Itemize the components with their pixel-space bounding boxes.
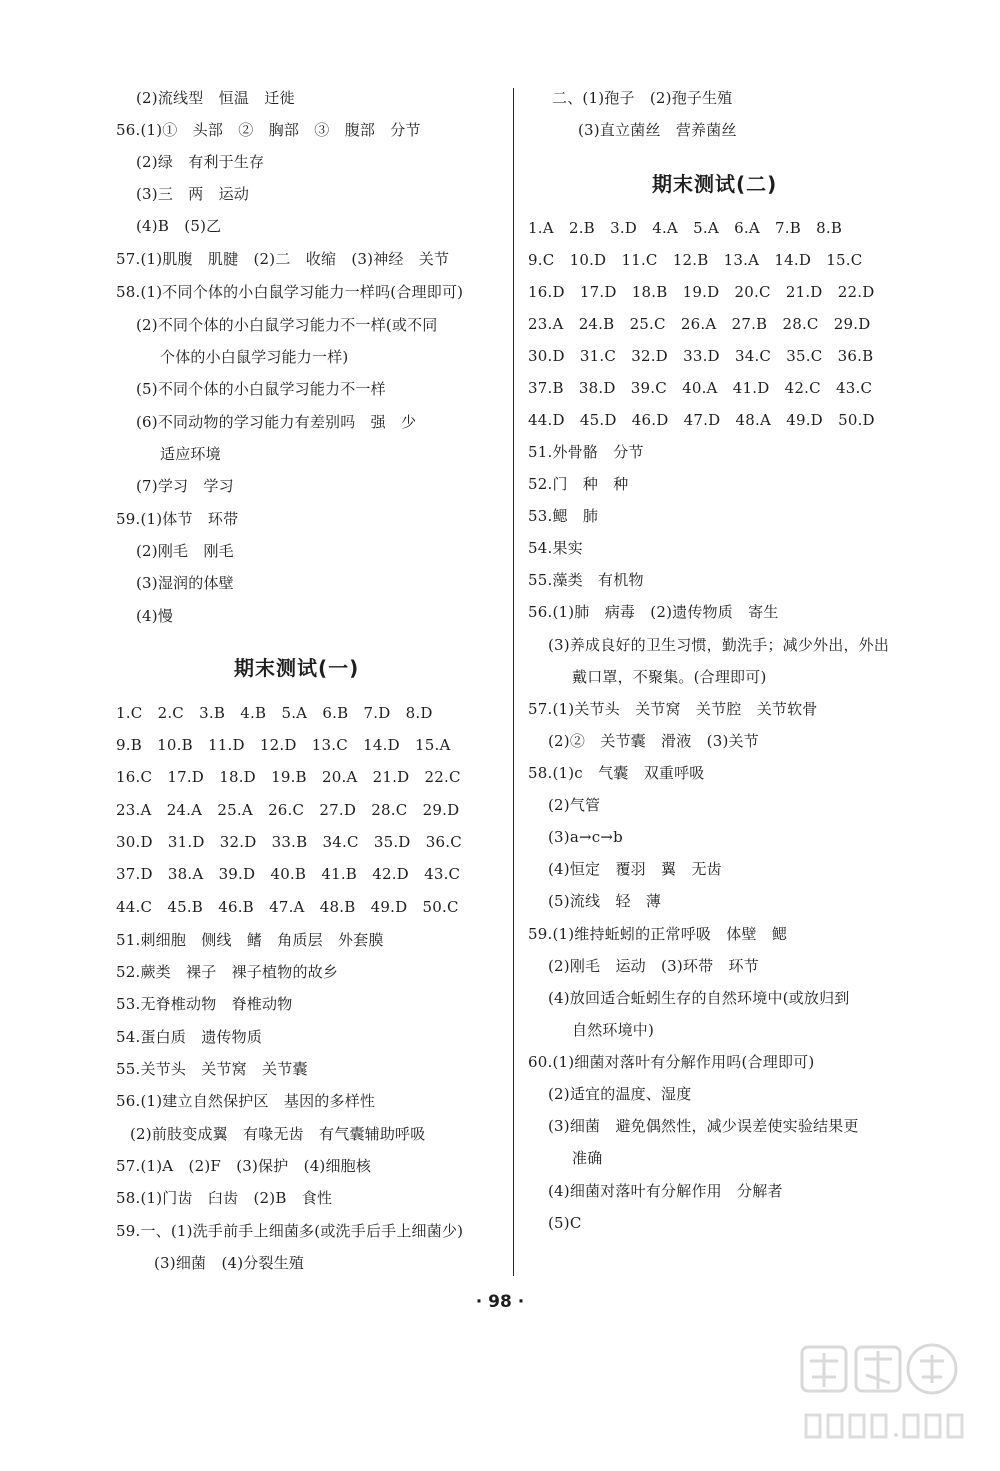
answer-line: 57.(1)A (2)F (3)保护 (4)细胞核 [116, 1157, 372, 1175]
answer-line: (2)刚毛 运动 (3)环带 环节 [548, 957, 759, 975]
answer-line: (2)不同个体的小白鼠学习能力不一样(或不同 [136, 316, 438, 334]
answer-line: 准确 [572, 1149, 603, 1167]
page-number: · 98 · [475, 1292, 525, 1312]
answer-line: (3)三 两 运动 [136, 185, 250, 203]
answer-line: 1.C 2.C 3.B 4.B 5.A 6.B 7.D 8.D [116, 704, 433, 722]
answer-line: 9.C 10.D 11.C 12.B 13.A 14.D 15.C [528, 251, 863, 269]
answer-line: 51.外骨骼 分节 [528, 443, 644, 461]
answer-line: (3)直立菌丝 营养菌丝 [578, 121, 737, 139]
answer-line: (2)② 关节囊 滑液 (3)关节 [548, 732, 759, 750]
answer-line: (4)慢 [136, 607, 174, 625]
answer-line: (2)流线型 恒温 迁徙 [136, 89, 295, 107]
answer-line: 55.关节头 关节窝 关节囊 [116, 1060, 308, 1078]
answer-line: 44.C 45.B 46.B 47.A 48.B 49.D 50.C [116, 898, 459, 916]
answer-line: 57.(1)肌腹 肌腱 (2)二 收缩 (3)神经 关节 [116, 250, 450, 268]
section-heading-final-test-1: 期末测试(一) [234, 656, 360, 680]
answer-line: (3)细菌 (4)分裂生殖 [154, 1254, 305, 1272]
answer-line: 戴口罩，不聚集。(合理即可) [572, 668, 767, 686]
answer-line: (3)养成良好的卫生习惯，勤洗手；减少外出，外出 [548, 636, 890, 654]
answer-line: (6)不同动物的学习能力有差别吗 强 少 [136, 413, 417, 431]
answer-line: (3)a→c→b [548, 828, 623, 846]
answer-line: (2)绿 有利于生存 [136, 153, 265, 171]
watermark-logo [792, 1337, 972, 1457]
answer-line: (4)放回适合蚯蚓生存的自然环境中(或放归到 [548, 989, 850, 1007]
answer-line: (7)学习 学习 [136, 477, 234, 495]
answer-line: 56.(1)建立自然保护区 基因的多样性 [116, 1092, 376, 1110]
answer-line: 58.(1)门齿 臼齿 (2)B 食性 [116, 1189, 333, 1207]
answer-line: (4)B (5)乙 [136, 217, 222, 235]
answer-line: (2)刚毛 刚毛 [136, 542, 234, 560]
answer-line: 51.刺细胞 侧线 鳍 角质层 外套膜 [116, 931, 384, 949]
answer-line: 16.D 17.D 18.B 19.D 20.C 21.D 22.D [528, 283, 875, 301]
answer-line: (4)恒定 覆羽 翼 无齿 [548, 860, 722, 878]
answer-line: 60.(1)细菌对落叶有分解作用吗(合理即可) [528, 1053, 815, 1071]
answer-line: 9.B 10.B 11.D 12.D 13.C 14.D 15.A [116, 736, 451, 754]
answer-line: 37.D 38.A 39.D 40.B 41.B 42.D 43.C [116, 865, 461, 883]
answer-line: 23.A 24.B 25.C 26.A 27.B 28.C 29.D [528, 315, 871, 333]
column-divider [513, 88, 514, 1276]
answer-line: 56.(1)肺 病毒 (2)遗传物质 寄生 [528, 603, 779, 621]
section-heading-final-test-2: 期末测试(二) [652, 172, 778, 196]
answer-line: (5)C [548, 1214, 582, 1232]
answer-line: 37.B 38.D 39.C 40.A 41.D 42.C 43.C [528, 379, 873, 397]
answer-line: 59.(1)体节 环带 [116, 510, 239, 528]
answer-line: 59.(1)维持蚯蚓的正常呼吸 体壁 鳃 [528, 925, 788, 943]
answer-line: 58.(1)不同个体的小白鼠学习能力一样吗(合理即可) [116, 283, 464, 301]
answer-line: 44.D 45.D 46.D 47.D 48.A 49.D 50.D [528, 411, 875, 429]
answer-line: 56.(1)① 头部 ② 胸部 ③ 腹部 分节 [116, 121, 421, 139]
answer-line: 二、(1)孢子 (2)孢子生殖 [552, 89, 733, 107]
answer-line: (4)细菌对落叶有分解作用 分解者 [548, 1182, 783, 1200]
answer-line: 30.D 31.D 32.D 33.B 34.C 35.D 36.C [116, 833, 462, 851]
answer-line: 53.无脊椎动物 脊椎动物 [116, 995, 293, 1013]
answer-line: 58.(1)c 气囊 双重呼吸 [528, 764, 705, 782]
answer-line: 57.(1)关节头 关节窝 关节腔 关节软骨 [528, 700, 818, 718]
answer-line: 52.蕨类 裸子 裸子植物的故乡 [116, 963, 339, 981]
answer-line: (5)流线 轻 薄 [548, 892, 662, 910]
answer-line: 59.一、(1)洗手前手上细菌多(或洗手后手上细菌少) [116, 1222, 464, 1240]
answer-line: 23.A 24.A 25.A 26.C 27.D 28.C 29.D [116, 801, 460, 819]
answer-line: (2)气管 [548, 796, 601, 814]
answer-line: (3)湿润的体壁 [136, 574, 234, 592]
answer-line: (5)不同个体的小白鼠学习能力不一样 [136, 380, 386, 398]
answer-line: 53.鳃 肺 [528, 507, 599, 525]
answer-line: (3)细菌 避免偶然性，减少误差使实验结果更 [548, 1117, 859, 1135]
answer-line: 适应环境 [160, 445, 221, 463]
answer-line: 16.C 17.D 18.D 19.B 20.A 21.D 22.C [116, 768, 461, 786]
answer-line: (2)适宜的温度、湿度 [548, 1085, 692, 1103]
answer-line: 自然环境中) [572, 1021, 655, 1039]
answer-line: 个体的小白鼠学习能力一样) [160, 348, 349, 366]
answer-line: 52.门 种 种 [528, 475, 629, 493]
answer-line: 54.蛋白质 遗传物质 [116, 1028, 263, 1046]
answer-line: 1.A 2.B 3.D 4.A 5.A 6.A 7.B 8.B [528, 219, 843, 237]
answer-line: 54.果实 [528, 539, 583, 557]
answer-line: 55.藻类 有机物 [528, 571, 644, 589]
answer-line: (2)前肢变成翼 有喙无齿 有气囊辅助呼吸 [130, 1125, 426, 1143]
answer-line: 30.D 31.C 32.D 33.D 34.C 35.C 36.B [528, 347, 874, 365]
